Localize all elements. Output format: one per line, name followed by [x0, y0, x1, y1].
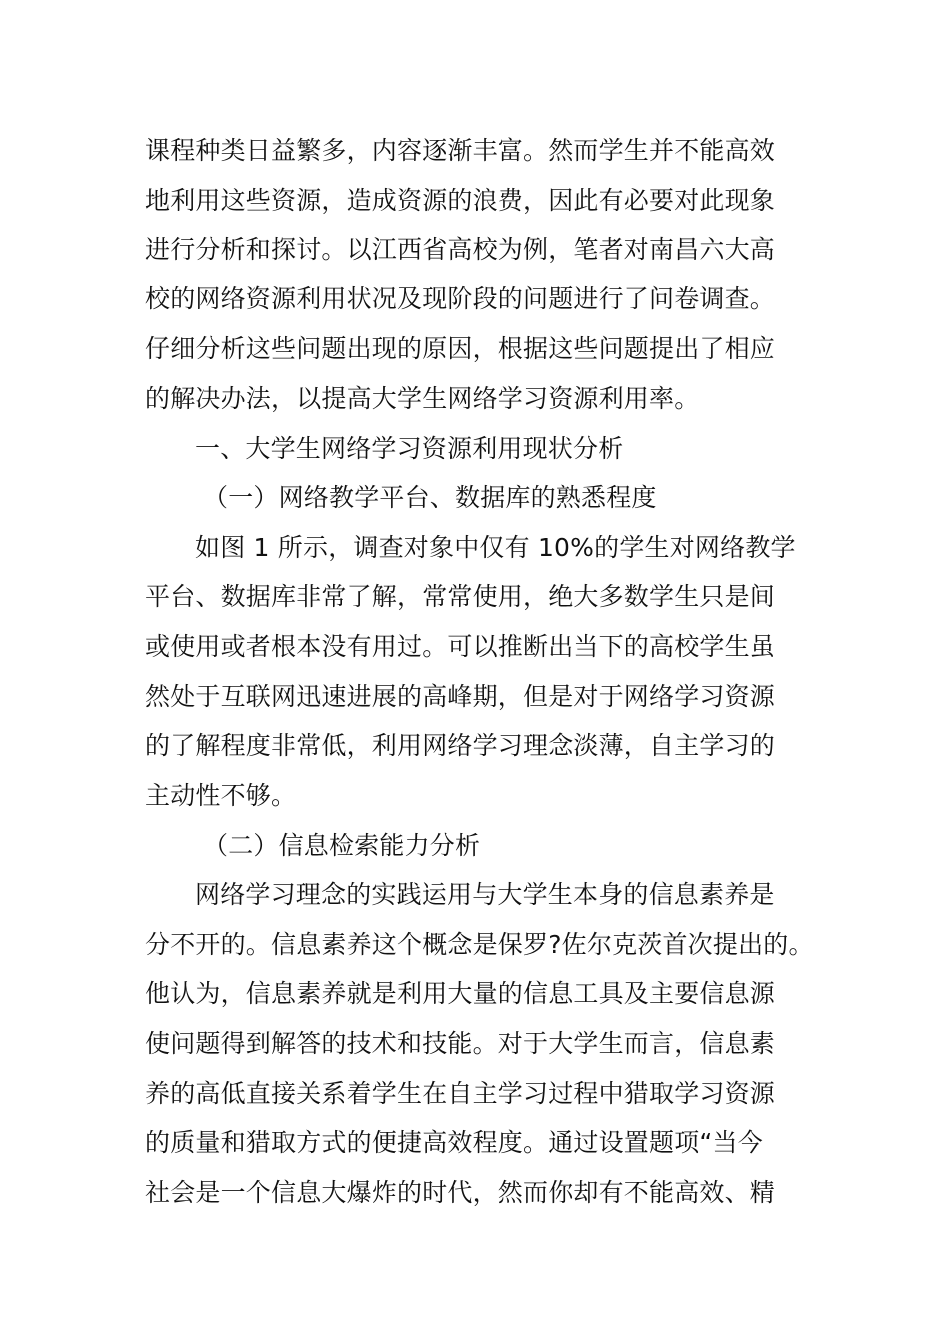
- body-text-line: 校的网络资源利用状况及现阶段的问题进行了问卷调查。: [145, 284, 776, 313]
- body-text-line: 主动性不够。: [145, 781, 297, 810]
- body-text-line: 地利用这些资源，造成资源的浪费，因此有必要对此现象: [145, 186, 776, 215]
- body-text-line: 的质量和猎取方式的便捷高效程度。通过设置题项“当今: [145, 1128, 763, 1157]
- body-text-line: 如图 1 所示，调查对象中仅有 10%的学生对网络教学: [195, 533, 796, 562]
- body-text-line: 的了解程度非常低，利用网络学习理念淡薄，自主学习的: [145, 731, 776, 760]
- body-text-line: 社会是一个信息大爆炸的时代，然而你却有不能高效、精: [145, 1178, 776, 1207]
- body-text-line: 仔细分析这些问题出现的原因，根据这些问题提出了相应: [145, 334, 776, 363]
- subsection-heading: （一）网络教学平台、数据库的熟悉程度: [203, 483, 657, 512]
- section-heading: 一、大学生网络学习资源利用现状分析: [195, 434, 624, 463]
- body-text-line: 进行分析和探讨。以江西省高校为例，笔者对南昌六大高: [145, 235, 776, 264]
- subsection-heading: （二）信息检索能力分析: [203, 831, 481, 860]
- body-text-line: 使问题得到解答的技术和技能。对于大学生而言，信息素: [145, 1029, 776, 1058]
- body-text-line: 课程种类日益繁多，内容逐渐丰富。然而学生并不能高效: [145, 136, 776, 165]
- body-text-line: 的解决办法，以提高大学生网络学习资源利用率。: [145, 384, 700, 413]
- body-text-line: 或使用或者根本没有用过。可以推断出当下的高校学生虽: [145, 632, 776, 661]
- body-text-line: 他认为，信息素养就是利用大量的信息工具及主要信息源: [145, 979, 776, 1008]
- body-text-line: 网络学习理念的实践运用与大学生本身的信息素养是: [195, 880, 775, 909]
- body-text-line: 养的高低直接关系着学生在自主学习过程中猎取学习资源: [145, 1079, 776, 1108]
- body-text-line: 然处于互联网迅速进展的高峰期，但是对于网络学习资源: [145, 682, 776, 711]
- body-text-line: 分不开的。信息素养这个概念是保罗?佐尔克茨首次提出的。: [145, 930, 814, 959]
- body-text-line: 平台、数据库非常了解，常常使用，绝大多数学生只是间: [145, 582, 776, 611]
